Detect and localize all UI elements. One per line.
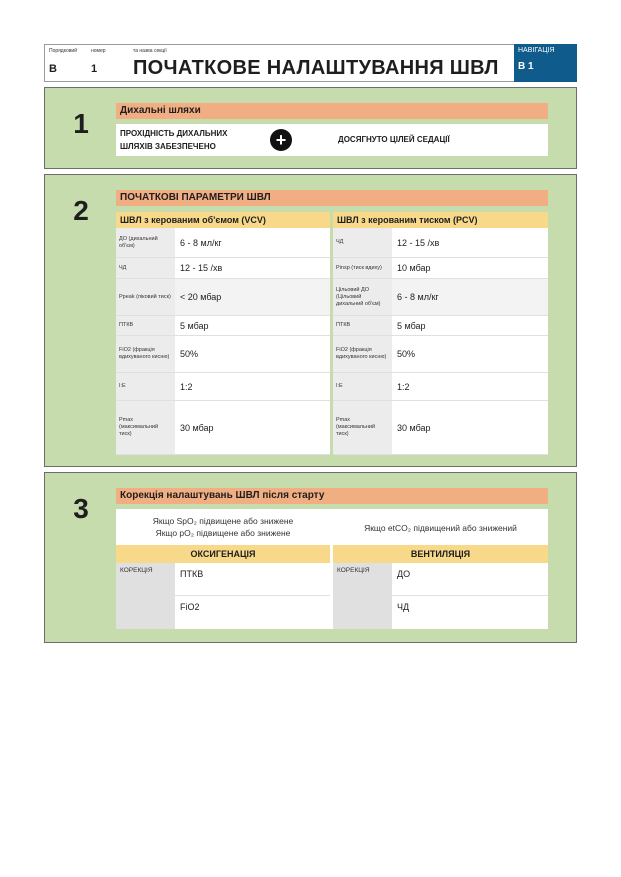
correction-label-ventilation: КОРЕКЦІЯ <box>333 563 392 629</box>
pcv-table <box>333 228 548 455</box>
vent-item-rate: ЧД <box>397 602 410 612</box>
section-heading: Дихальні шляхи <box>116 103 548 119</box>
pcv-param-value: 10 мбар <box>397 263 431 273</box>
vcv-param-label: ПТКВ <box>116 316 175 335</box>
section-1 <box>44 87 577 169</box>
nav-value: В 1 <box>518 61 534 72</box>
oxy-item-fio2: FiO2 <box>180 602 200 612</box>
code-number: 1 <box>91 63 98 75</box>
divider <box>175 595 330 596</box>
label-name: та назва секції <box>133 48 167 54</box>
pcv-row <box>333 279 548 316</box>
vcv-row <box>116 401 330 455</box>
pcv-param-label: FiO2 (фракція вдихуваного кисню) <box>333 336 392 372</box>
section-header <box>44 44 577 82</box>
plus-icon: + <box>270 129 292 151</box>
pcv-param-label: Цільовий ДО (Цільовий дихальний об'єм) <box>333 279 392 315</box>
vcv-param-value: 12 - 15 /хв <box>180 263 223 273</box>
pcv-row <box>333 228 548 258</box>
condition-oxygenation <box>116 515 330 539</box>
oxy-item-peep: ПТКВ <box>180 569 204 579</box>
vcv-param-label: Ppeak (піковий тиск) <box>116 279 175 315</box>
condition-po2: Якщо pO₂ підвищене або знижене <box>155 528 291 538</box>
condition-spo2: Якщо SpO₂ підвищене або знижене <box>152 516 294 526</box>
section-3 <box>44 472 577 643</box>
oxygenation-title: ОКСИГЕНАЦІЯ <box>116 545 330 563</box>
sedation-goal-text: ДОСЯГНУТО ЦІЛЕЙ СЕДАЦІЇ <box>338 135 450 144</box>
section-number: 3 <box>73 493 89 524</box>
label-num: номер <box>91 48 106 54</box>
pcv-param-label: ПТКВ <box>333 316 392 335</box>
vcv-param-value: 30 мбар <box>180 422 214 433</box>
airway-secured-text: ПРОХІДНІСТЬ ДИХАЛЬНИХ ШЛЯХІВ ЗАБЕЗПЕЧЕНО <box>120 129 228 151</box>
vcv-row <box>116 279 330 316</box>
code-letter: B <box>49 63 57 75</box>
pcv-row <box>333 336 548 373</box>
vcv-row <box>116 258 330 279</box>
section-number: 1 <box>73 108 89 139</box>
vcv-row <box>116 316 330 336</box>
vcv-param-value: 6 - 8 мл/кг <box>180 237 222 248</box>
vcv-param-label: Pmax (максимальний тиск) <box>116 401 175 454</box>
pcv-param-value: 30 мбар <box>397 422 431 433</box>
navigation-box[interactable] <box>514 44 577 82</box>
vent-item-tidal-volume: ДО <box>397 569 411 579</box>
pcv-title: ШВЛ з керованим тиском (PCV) <box>333 212 548 228</box>
vcv-param-label: I:E <box>116 373 175 400</box>
section-heading: Корекція налаштувань ШВЛ після старту <box>116 488 548 504</box>
section-2 <box>44 174 577 467</box>
section-number: 2 <box>73 195 89 226</box>
pcv-param-value: 12 - 15 /хв <box>397 237 440 248</box>
divider <box>392 595 548 596</box>
section-heading: ПОЧАТКОВІ ПАРАМЕТРИ ШВЛ <box>116 190 548 206</box>
vcv-table <box>116 228 330 455</box>
pcv-param-value: 6 - 8 мл/кг <box>397 292 439 302</box>
pcv-param-label: Pmax (максимальний тиск) <box>333 401 392 454</box>
correction-label-oxygenation: КОРЕКЦІЯ <box>116 563 175 629</box>
pcv-param-label: Pinsp (тиск вдиху) <box>333 258 392 278</box>
airway-row <box>116 124 548 156</box>
vcv-param-label: ЧД <box>116 258 175 278</box>
vcv-param-label: ДО (дихальний об'єм) <box>116 228 175 257</box>
pcv-param-value: 1:2 <box>397 381 410 392</box>
vcv-param-value: 50% <box>180 349 199 359</box>
vcv-param-value: 5 мбар <box>180 320 209 331</box>
pcv-row <box>333 401 548 455</box>
vcv-row <box>116 336 330 373</box>
ventilation-title: ВЕНТИЛЯЦІЯ <box>333 545 548 563</box>
vcv-row <box>116 228 330 258</box>
condition-etco2: Якщо etCO₂ підвищений або знижений <box>364 523 517 533</box>
vcv-param-value: < 20 мбар <box>180 292 222 302</box>
nav-label: НАВІГАЦІЯ <box>518 47 555 54</box>
label-seq: Порядковий <box>49 48 77 54</box>
pcv-row <box>333 373 548 401</box>
vcv-title: ШВЛ з керованим об'ємом (VCV) <box>116 212 330 228</box>
pcv-param-label: I:E <box>333 373 392 400</box>
pcv-row <box>333 316 548 336</box>
vcv-row <box>116 373 330 401</box>
vcv-param-value: 1:2 <box>180 381 193 392</box>
page-title: ПОЧАТКОВЕ НАЛАШТУВАННЯ ШВЛ <box>133 57 499 79</box>
pcv-param-value: 50% <box>397 349 416 359</box>
pcv-row <box>333 258 548 279</box>
pcv-param-value: 5 мбар <box>397 320 426 331</box>
correction-table <box>116 509 548 629</box>
pcv-param-label: ЧД <box>333 228 392 257</box>
vcv-param-label: FiO2 (фракція вдихуваного кисню) <box>116 336 175 372</box>
